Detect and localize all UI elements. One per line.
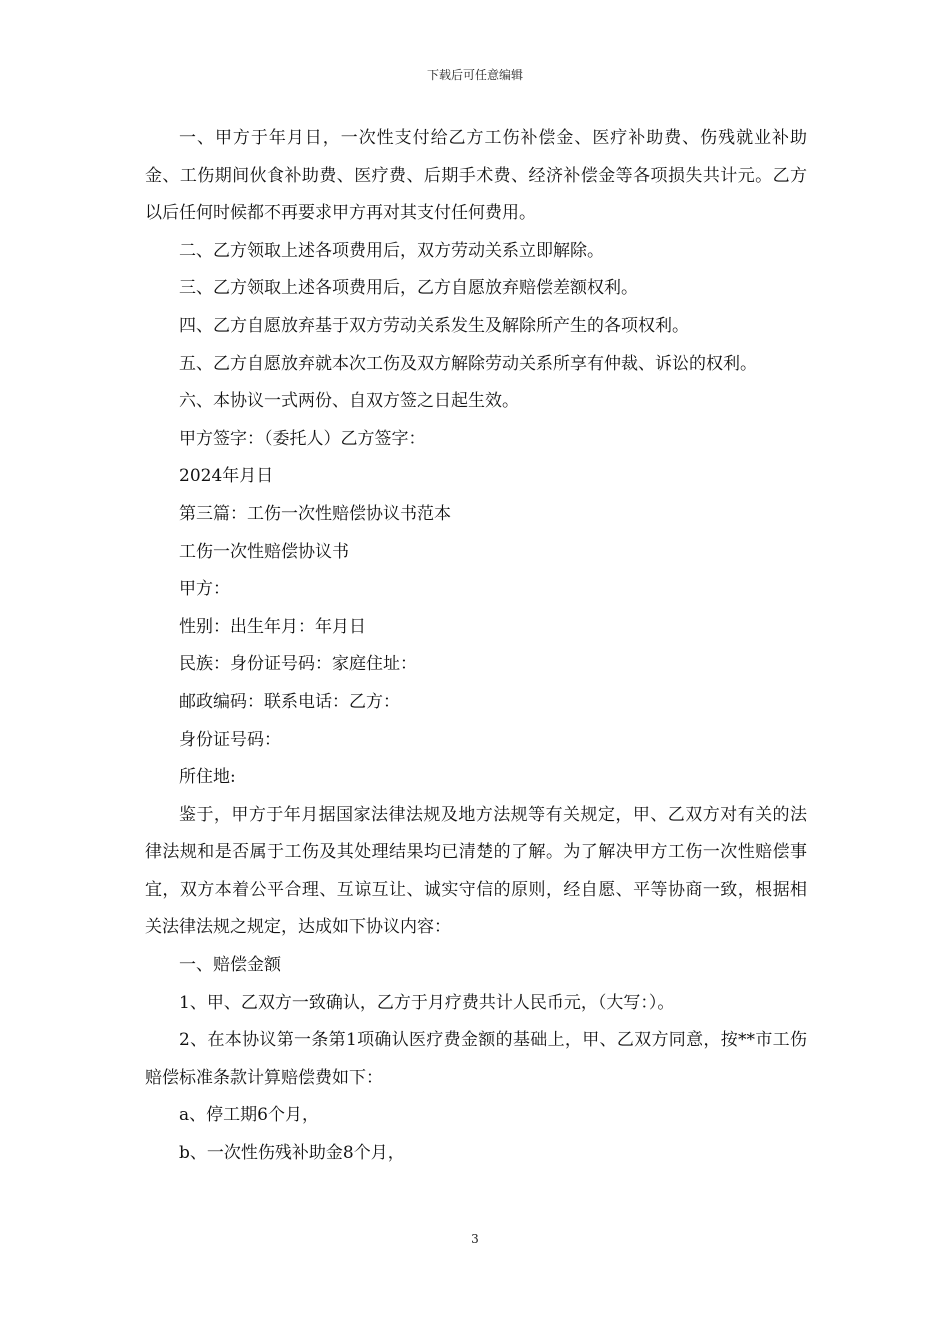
residence-field: 所住地:: [179, 767, 236, 788]
list-item: b、一次性伤残补助金8个月，: [179, 1143, 405, 1164]
paragraph: 二、乙方领取上述各项费用后，双方劳动关系立即解除。: [179, 240, 604, 261]
party-a-field: 甲方：: [179, 579, 230, 600]
page-header: 下载后可任意编辑: [426, 68, 523, 82]
paragraph: 五、乙方自愿放弃就本次工伤及双方解除劳动关系所享有仲裁、诉讼的权利。: [179, 353, 757, 374]
paragraph: 1、甲、乙双方一致确认，乙方于月疗费共计人民币元，（大写：）。: [179, 992, 675, 1013]
paragraph: 鉴于，甲方于年月据国家法律法规及地方法规等有关规定，甲、乙双方对有关的法律法规和是否属于工伤及其处理结果均已清楚的了解。为了解决甲方工伤一次性赔偿事宜，双方本着公平合理、互谅互让、诚实守信的原则，经自愿、平等协商一致，根据相关法律法规之规定，达成如下协议内容：: [145, 804, 807, 938]
paragraph: 三、乙方领取上述各项费用后，乙方自愿放弃赔偿差额权利。: [179, 278, 638, 299]
paragraph: 四、乙方自愿放弃基于双方劳动关系发生及解除所产生的各项权利。: [179, 315, 689, 336]
postcode-phone-party-b-field: 邮政编码：联系电话：乙方：: [179, 691, 400, 712]
document-body: [145, 120, 807, 1173]
section-title: 第三篇：工伤一次性赔偿协议书范本: [179, 503, 451, 524]
paragraph: 2、在本协议第一条第1项确认医疗费金额的基础上，甲、乙双方同意，按**市工伤赔偿标准条款计算赔偿费如下：: [145, 1030, 807, 1088]
paragraph: 一、甲方于年月日，一次性支付给乙方工伤补偿金、医疗补助费、伤残就业补助金、工伤期间伙食补助费、医疗费、后期手术费、经济补偿金等各项损失共计元。乙方以后任何时候都不再要求甲方再对其支付任何费用。: [145, 128, 807, 224]
id-number-field: 身份证号码：: [179, 729, 281, 750]
ethnicity-id-address-field: 民族：身份证号码：家庭住址：: [179, 654, 417, 675]
page-number: 3: [471, 1232, 479, 1246]
date-line: 2024年月日: [179, 466, 274, 487]
clause-heading: 一、赔偿金额: [179, 955, 281, 976]
document-title: 工伤一次性赔偿协议书: [179, 541, 349, 562]
list-item: a、停工期6个月，: [179, 1105, 319, 1126]
gender-birth-field: 性别：出生年月：年月日: [179, 616, 366, 637]
signature-line: 甲方签字：（委托人）乙方签字：: [179, 428, 426, 449]
paragraph: 六、本协议一式两份、自双方签之日起生效。: [179, 391, 519, 412]
